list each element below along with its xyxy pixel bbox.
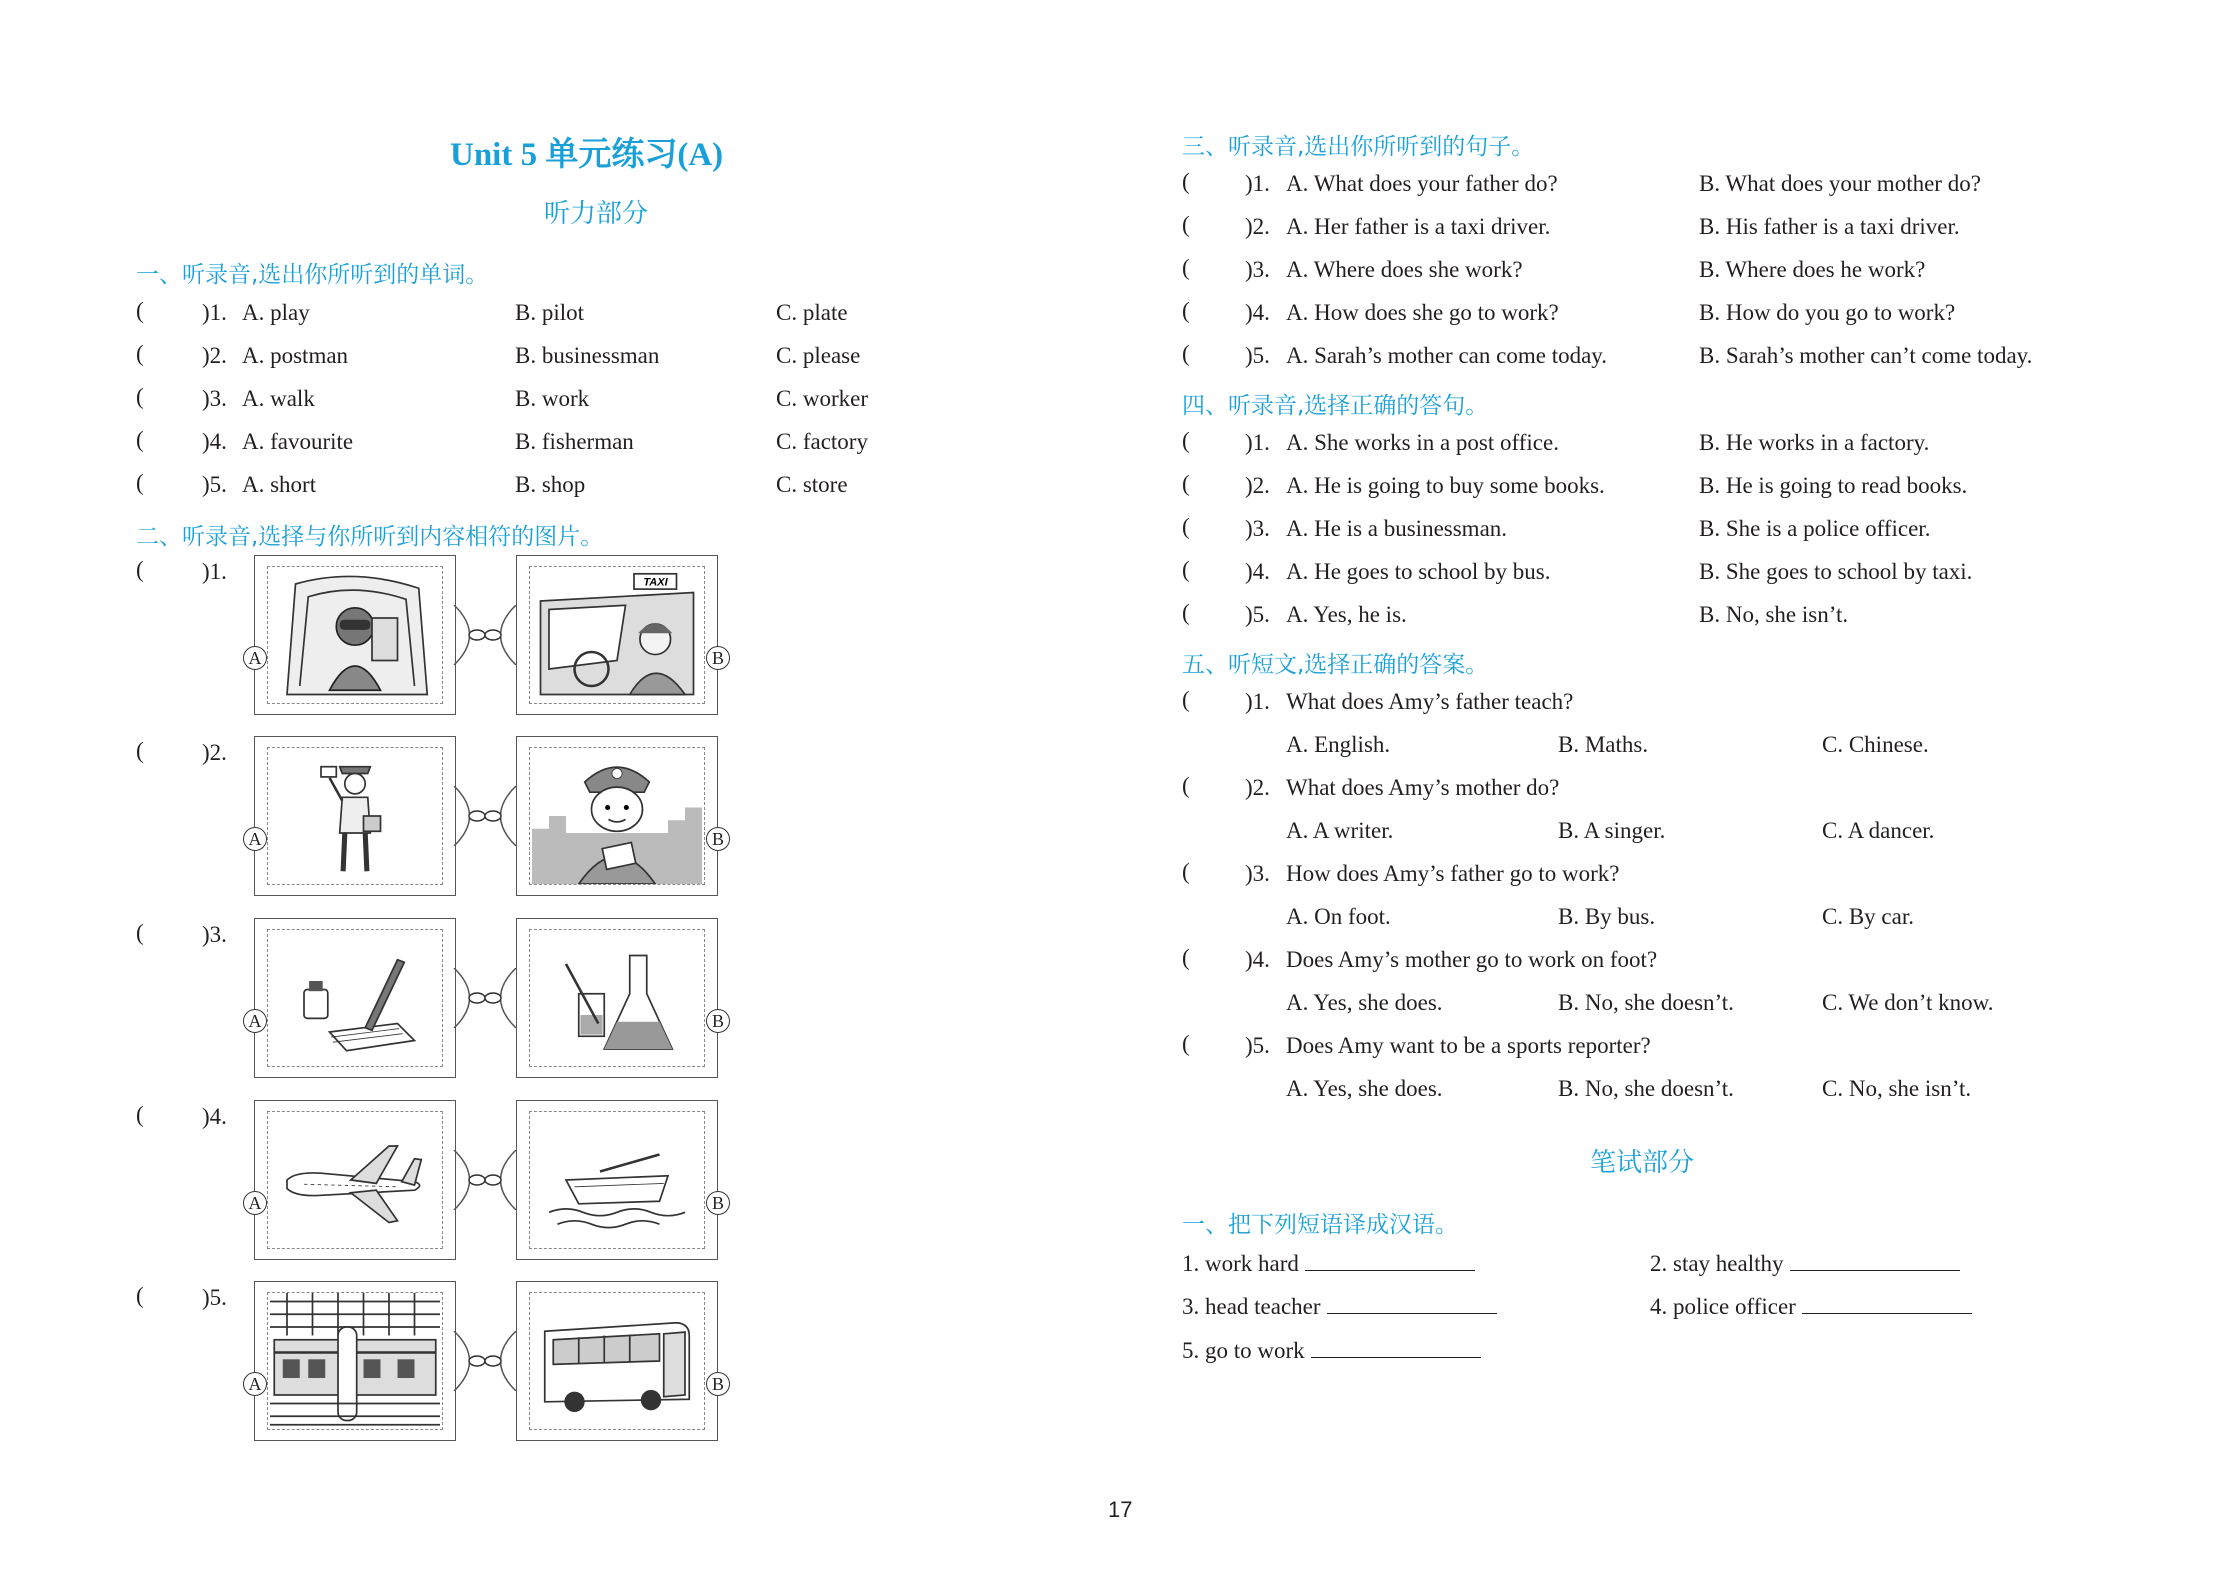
question-number: )1. (202, 559, 227, 584)
option-c[interactable]: C. We don’t know. (1822, 990, 1994, 1015)
option-a[interactable]: A. Her father is a taxi driver. (1286, 214, 1551, 239)
picture-frame (529, 929, 705, 1067)
picture-frame (267, 747, 443, 885)
question-number: )4. (1245, 947, 1270, 972)
option-a[interactable]: A. He is a businessman. (1286, 516, 1508, 541)
option-b[interactable]: B. A singer. (1558, 818, 1666, 843)
translation-item (1182, 1248, 1475, 1279)
option-a[interactable]: A. play (242, 300, 310, 325)
option-b[interactable]: B. By bus. (1558, 904, 1656, 929)
answer-bracket[interactable]: ( (136, 1283, 144, 1308)
option-b-label: B (706, 1372, 730, 1396)
phrase-text: 1. work hard (1182, 1251, 1299, 1276)
answer-bracket[interactable]: ( (136, 298, 144, 323)
answer-bracket[interactable]: ( (1182, 471, 1190, 496)
option-a[interactable]: A. Where does she work? (1286, 257, 1523, 282)
option-b[interactable]: B. He works in a factory. (1699, 430, 1930, 455)
picture-frame (267, 566, 443, 704)
option-c[interactable]: C. By car. (1822, 904, 1914, 929)
answer-bracket[interactable]: ( (136, 470, 144, 495)
taxi-sign-text: TAXI (643, 576, 668, 589)
police-officer-icon (530, 748, 704, 884)
answer-bracket[interactable]: ( (1182, 773, 1190, 798)
answer-bracket[interactable]: ( (1182, 212, 1190, 237)
picture-hinge-icon (452, 605, 518, 665)
option-c[interactable]: C. please (776, 343, 861, 368)
option-a[interactable]: A. postman (242, 343, 349, 368)
question-number: )2. (1245, 473, 1270, 498)
option-a-label: A (243, 1009, 267, 1033)
option-b-label: B (706, 1009, 730, 1033)
question-number: )2. (202, 343, 227, 368)
answer-blank[interactable] (1311, 1335, 1481, 1358)
answer-bracket[interactable]: ( (1182, 945, 1190, 970)
option-a[interactable]: A. What does your father do? (1286, 171, 1558, 196)
question-number: )1. (1245, 689, 1270, 714)
option-c[interactable]: C. A dancer. (1822, 818, 1935, 843)
option-c[interactable]: C. store (776, 472, 848, 497)
option-b-label: B (706, 646, 730, 670)
listening-part-title: 听力部分 (544, 199, 649, 229)
answer-bracket[interactable]: ( (1182, 298, 1190, 323)
option-a[interactable]: A. favourite (242, 429, 354, 454)
option-a[interactable]: A. Yes, she does. (1286, 1076, 1443, 1101)
question-number: )5. (1245, 602, 1270, 627)
option-b[interactable]: B. What does your mother do? (1699, 171, 1981, 196)
option-a[interactable]: A. English. (1286, 732, 1391, 757)
picture-1-a[interactable] (254, 555, 456, 715)
picture-3-a[interactable] (254, 918, 456, 1078)
option-a[interactable]: A. short (242, 472, 317, 497)
option-b[interactable]: B. His father is a taxi driver. (1699, 214, 1960, 239)
question-number: )2. (1245, 775, 1270, 800)
option-b[interactable]: B. Maths. (1558, 732, 1649, 757)
answer-bracket[interactable]: ( (1182, 600, 1190, 625)
answer-bracket[interactable]: ( (1182, 687, 1190, 712)
option-a[interactable]: A. walk (242, 386, 315, 411)
option-a-label: A (243, 1372, 267, 1396)
page-title: Unit 5 单元练习(A) (450, 137, 724, 173)
option-c[interactable]: C. factory (776, 429, 868, 454)
question-number: )4. (202, 429, 227, 454)
question-number: )2. (1245, 214, 1270, 239)
option-b[interactable]: B. He is going to read books. (1699, 473, 1968, 498)
answer-bracket[interactable]: ( (1182, 514, 1190, 539)
translation-item (1650, 1248, 1960, 1279)
picture-frame (529, 747, 705, 885)
question-number: )5. (202, 1285, 227, 1310)
option-a[interactable]: A. How does she go to work? (1286, 300, 1559, 325)
option-c[interactable]: C. plate (776, 300, 848, 325)
question-text: What does Amy’s father teach? (1286, 689, 1574, 714)
picture-2-a[interactable] (254, 736, 456, 896)
answer-bracket[interactable]: ( (136, 427, 144, 452)
option-b[interactable]: B. No, she doesn’t. (1558, 990, 1734, 1015)
bus-icon (530, 1293, 704, 1429)
option-a-label: A (243, 827, 267, 851)
section-3-heading: 三、听录音,选出你所听到的句子。 (1182, 134, 1535, 160)
option-b[interactable]: B. No, she isn’t. (1699, 602, 1849, 627)
lab-flask-icon (530, 930, 704, 1066)
answer-bracket[interactable]: ( (1182, 557, 1190, 582)
question-number: )4. (1245, 300, 1270, 325)
option-b[interactable]: B. pilot (515, 300, 585, 325)
answer-bracket[interactable]: ( (136, 1102, 144, 1127)
postman-icon (268, 748, 442, 884)
answer-blank[interactable] (1305, 1248, 1475, 1271)
option-a-label: A (243, 1191, 267, 1215)
option-a[interactable]: A. She works in a post office. (1286, 430, 1559, 455)
answer-blank[interactable] (1802, 1291, 1972, 1314)
question-number: )4. (202, 1104, 227, 1129)
question-number: )3. (1245, 861, 1270, 886)
question-number: )1. (202, 300, 227, 325)
translation-item (1182, 1291, 1497, 1322)
picture-4-b[interactable] (516, 1100, 718, 1260)
answer-blank[interactable] (1790, 1248, 1960, 1271)
option-a[interactable]: A. He is going to buy some books. (1286, 473, 1605, 498)
translation-item (1650, 1291, 1972, 1322)
option-b[interactable]: B. No, she doesn’t. (1558, 1076, 1734, 1101)
option-c[interactable]: C. No, she isn’t. (1822, 1076, 1972, 1101)
option-b[interactable]: B. work (515, 386, 590, 411)
answer-bracket[interactable]: ( (1182, 341, 1190, 366)
question-text: What does Amy’s mother do? (1286, 775, 1560, 800)
option-b[interactable]: B. Sarah’s mother can’t come today. (1699, 343, 2033, 368)
picture-3-b[interactable] (516, 918, 718, 1078)
picture-frame (267, 929, 443, 1067)
picture-frame (267, 1111, 443, 1249)
question-number: )5. (202, 472, 227, 497)
picture-frame (529, 1111, 705, 1249)
picture-hinge-icon (452, 968, 518, 1028)
option-a[interactable]: A. A writer. (1286, 818, 1394, 843)
picture-hinge-icon (452, 786, 518, 846)
picture-4-a[interactable] (254, 1100, 456, 1260)
phrase-text: 4. police officer (1650, 1294, 1796, 1319)
phrase-text: 2. stay healthy (1650, 1251, 1784, 1276)
question-number: )3. (1245, 516, 1270, 541)
option-c[interactable]: C. worker (776, 386, 868, 411)
answer-bracket[interactable]: ( (136, 384, 144, 409)
phrase-text: 5. go to work (1182, 1338, 1305, 1363)
option-c[interactable]: C. Chinese. (1822, 732, 1929, 757)
picture-frame (267, 1292, 443, 1430)
written-part-title: 笔试部分 (1590, 1148, 1695, 1178)
question-number: )4. (1245, 559, 1270, 584)
question-text: Does Amy want to be a sports reporter? (1286, 1033, 1651, 1058)
option-b[interactable]: B. She goes to school by taxi. (1699, 559, 1973, 584)
question-number: )1. (1245, 430, 1270, 455)
option-b[interactable]: B. businessman (515, 343, 660, 368)
ink-pen-paper-icon (268, 930, 442, 1066)
option-a[interactable]: A. On foot. (1286, 904, 1391, 929)
question-number: )5. (1245, 343, 1270, 368)
written-section-1-heading: 一、把下列短语译成汉语。 (1182, 1212, 1458, 1238)
option-a-label: A (243, 646, 267, 670)
answer-bracket[interactable]: ( (136, 341, 144, 366)
answer-bracket[interactable]: ( (136, 920, 144, 945)
option-b[interactable]: B. Where does he work? (1699, 257, 1926, 282)
answer-bracket[interactable]: ( (136, 738, 144, 763)
picture-1-b[interactable] (516, 555, 718, 715)
translation-item (1182, 1335, 1481, 1366)
phrase-text: 3. head teacher (1182, 1294, 1321, 1319)
answer-bracket[interactable]: ( (1182, 859, 1190, 884)
option-b[interactable]: B. shop (515, 472, 586, 497)
answer-bracket[interactable]: ( (136, 557, 144, 582)
picture-5-b[interactable] (516, 1281, 718, 1441)
airplane-icon (268, 1112, 442, 1248)
question-number: )3. (202, 386, 227, 411)
picture-frame (529, 566, 705, 704)
option-a[interactable]: A. Yes, she does. (1286, 990, 1443, 1015)
answer-blank[interactable] (1327, 1291, 1497, 1314)
option-a[interactable]: A. Sarah’s mother can come today. (1286, 343, 1608, 368)
answer-bracket[interactable]: ( (1182, 1031, 1190, 1056)
answer-bracket[interactable]: ( (1182, 169, 1190, 194)
option-b[interactable]: B. She is a police officer. (1699, 516, 1931, 541)
option-a[interactable]: A. He goes to school by bus. (1286, 559, 1551, 584)
question-number: )1. (1245, 171, 1270, 196)
picture-hinge-icon (452, 1150, 518, 1210)
option-b-label: B (706, 827, 730, 851)
picture-2-b[interactable] (516, 736, 718, 896)
question-number: )5. (1245, 1033, 1270, 1058)
option-b-label: B (706, 1191, 730, 1215)
section-4-heading: 四、听录音,选择正确的答句。 (1182, 393, 1489, 419)
question-text: How does Amy’s father go to work? (1286, 861, 1620, 886)
answer-bracket[interactable]: ( (1182, 428, 1190, 453)
question-number: )3. (1245, 257, 1270, 282)
pilot-in-cockpit-icon (268, 567, 442, 703)
taxi-driver-icon (530, 567, 704, 703)
question-number: )2. (202, 740, 227, 765)
question-text: Does Amy’s mother go to work on foot? (1286, 947, 1658, 972)
option-b[interactable]: B. How do you go to work? (1699, 300, 1956, 325)
train-station-icon (268, 1293, 442, 1429)
option-b[interactable]: B. fisherman (515, 429, 634, 454)
picture-hinge-icon (452, 1331, 518, 1391)
boat-icon (530, 1112, 704, 1248)
answer-bracket[interactable]: ( (1182, 255, 1190, 280)
page-number: 17 (1108, 1497, 1133, 1522)
picture-frame (529, 1292, 705, 1430)
picture-5-a[interactable] (254, 1281, 456, 1441)
section-1-heading: 一、听录音,选出你所听到的单词。 (136, 262, 489, 288)
section-2-heading: 二、听录音,选择与你所听到内容相符的图片。 (136, 524, 604, 550)
question-number: )3. (202, 922, 227, 947)
option-a[interactable]: A. Yes, he is. (1286, 602, 1407, 627)
section-5-heading: 五、听短文,选择正确的答案。 (1182, 652, 1489, 678)
